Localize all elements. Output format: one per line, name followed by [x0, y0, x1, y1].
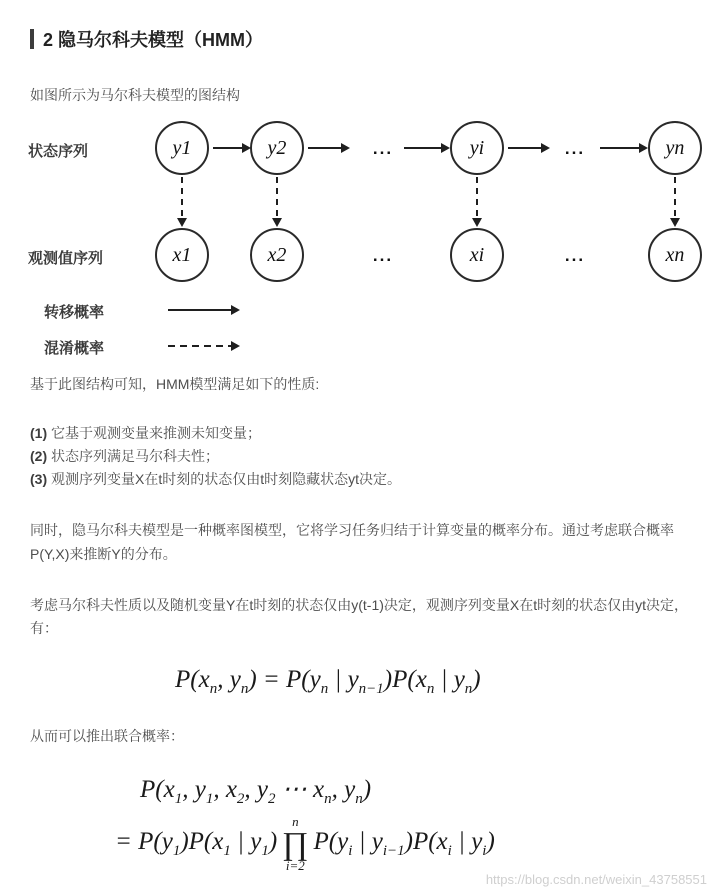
- observation-sequence-label: 观测值序列: [28, 250, 104, 268]
- formula-joint-line1: $P(x_1$, $y_1$, $x_2$, $y_2$ ⋯ $x_n$, $y_n$): [140, 776, 372, 808]
- hmm-structure-diagram: [0, 115, 725, 367]
- property-item-3: [30, 468, 695, 491]
- formula-single-step: $P(x_n$, $y_n) = P(y_n$ | $y_{n-1})P(x_n$ | $y_n$): [175, 665, 481, 697]
- properties-list: [0, 422, 725, 491]
- state-sequence-label: 状态序列: [28, 143, 89, 161]
- legend-solid-arrow-icon: [168, 309, 232, 311]
- state-node-yi: yi: [450, 121, 504, 175]
- property-item-1: [30, 422, 695, 445]
- transition-arrow: [600, 147, 640, 149]
- section-title: 2 隐马尔科夫模型（HMM）: [43, 30, 263, 50]
- state-row-ellipsis: ...: [564, 139, 586, 159]
- transition-arrow: [308, 147, 342, 149]
- formula-joint-line2: = $P(y_1)P(x_1$ | $y_1$) n ∏ i=2 $P(y_i$ | $y_{i-1})P(x_i$ | $y_i$): [115, 814, 495, 873]
- section-header: [30, 26, 695, 52]
- state-node-y2: y2: [250, 121, 304, 175]
- property-item-2: [30, 445, 695, 468]
- paragraph-markov-property: 考虑马尔科夫性质以及随机变量Y在t时刻的状态仅由y(t-1)决定，观测序列变量X在t时刻的状态仅由yt决定，有：: [30, 596, 689, 636]
- obs-node-x2: x2: [250, 228, 304, 282]
- property-text: 状态序列满足马尔科夫性；: [51, 448, 220, 465]
- properties-intro: 基于此图结构可知，HMM模型满足如下的性质:: [30, 376, 320, 393]
- blog-watermark: https://blog.csdn.net/weixin_43758551: [485, 872, 707, 887]
- obs-node-x1: x1: [155, 228, 209, 282]
- formula-joint-probability: [115, 774, 725, 872]
- property-number: (2): [30, 448, 48, 465]
- intro-text: 如图所示为马尔科夫模型的图结构: [30, 87, 240, 103]
- obs-row-ellipsis: ...: [372, 246, 394, 266]
- obs-node-xi: xi: [450, 228, 504, 282]
- property-number: (3): [30, 471, 48, 488]
- product-symbol: n ∏ i=2: [282, 814, 309, 873]
- property-number: (1): [30, 425, 48, 442]
- state-node-y1: y1: [155, 121, 209, 175]
- property-text: 它基于观测变量来推测未知变量；: [51, 425, 262, 442]
- emission-arrow: [276, 177, 278, 219]
- state-row-ellipsis: ...: [372, 139, 394, 159]
- emission-arrow: [476, 177, 478, 219]
- legend-transition-label: 转移概率: [44, 304, 105, 322]
- legend-dashed-arrow-icon: [168, 345, 232, 347]
- paragraph-probabilistic-model: 同时，隐马尔科夫模型是一种概率图模型，它将学习任务归结于计算变量的概率分布。通过考虑联合概率P(Y,X)来推断Y的分布。: [30, 522, 674, 562]
- transition-arrow: [508, 147, 542, 149]
- transition-arrow: [404, 147, 442, 149]
- legend-confusion-label: 混淆概率: [44, 340, 105, 358]
- emission-arrow: [181, 177, 183, 219]
- obs-node-xn: xn: [648, 228, 702, 282]
- property-text: 观测序列变量X在t时刻的状态仅由t时刻隐藏状态yt决定。: [51, 471, 402, 488]
- state-node-yn: yn: [648, 121, 702, 175]
- header-accent-bar: [30, 29, 34, 49]
- emission-arrow: [674, 177, 676, 219]
- joint-probability-intro: 从而可以推出联合概率：: [30, 728, 184, 745]
- obs-row-ellipsis: ...: [564, 246, 586, 266]
- transition-arrow: [213, 147, 243, 149]
